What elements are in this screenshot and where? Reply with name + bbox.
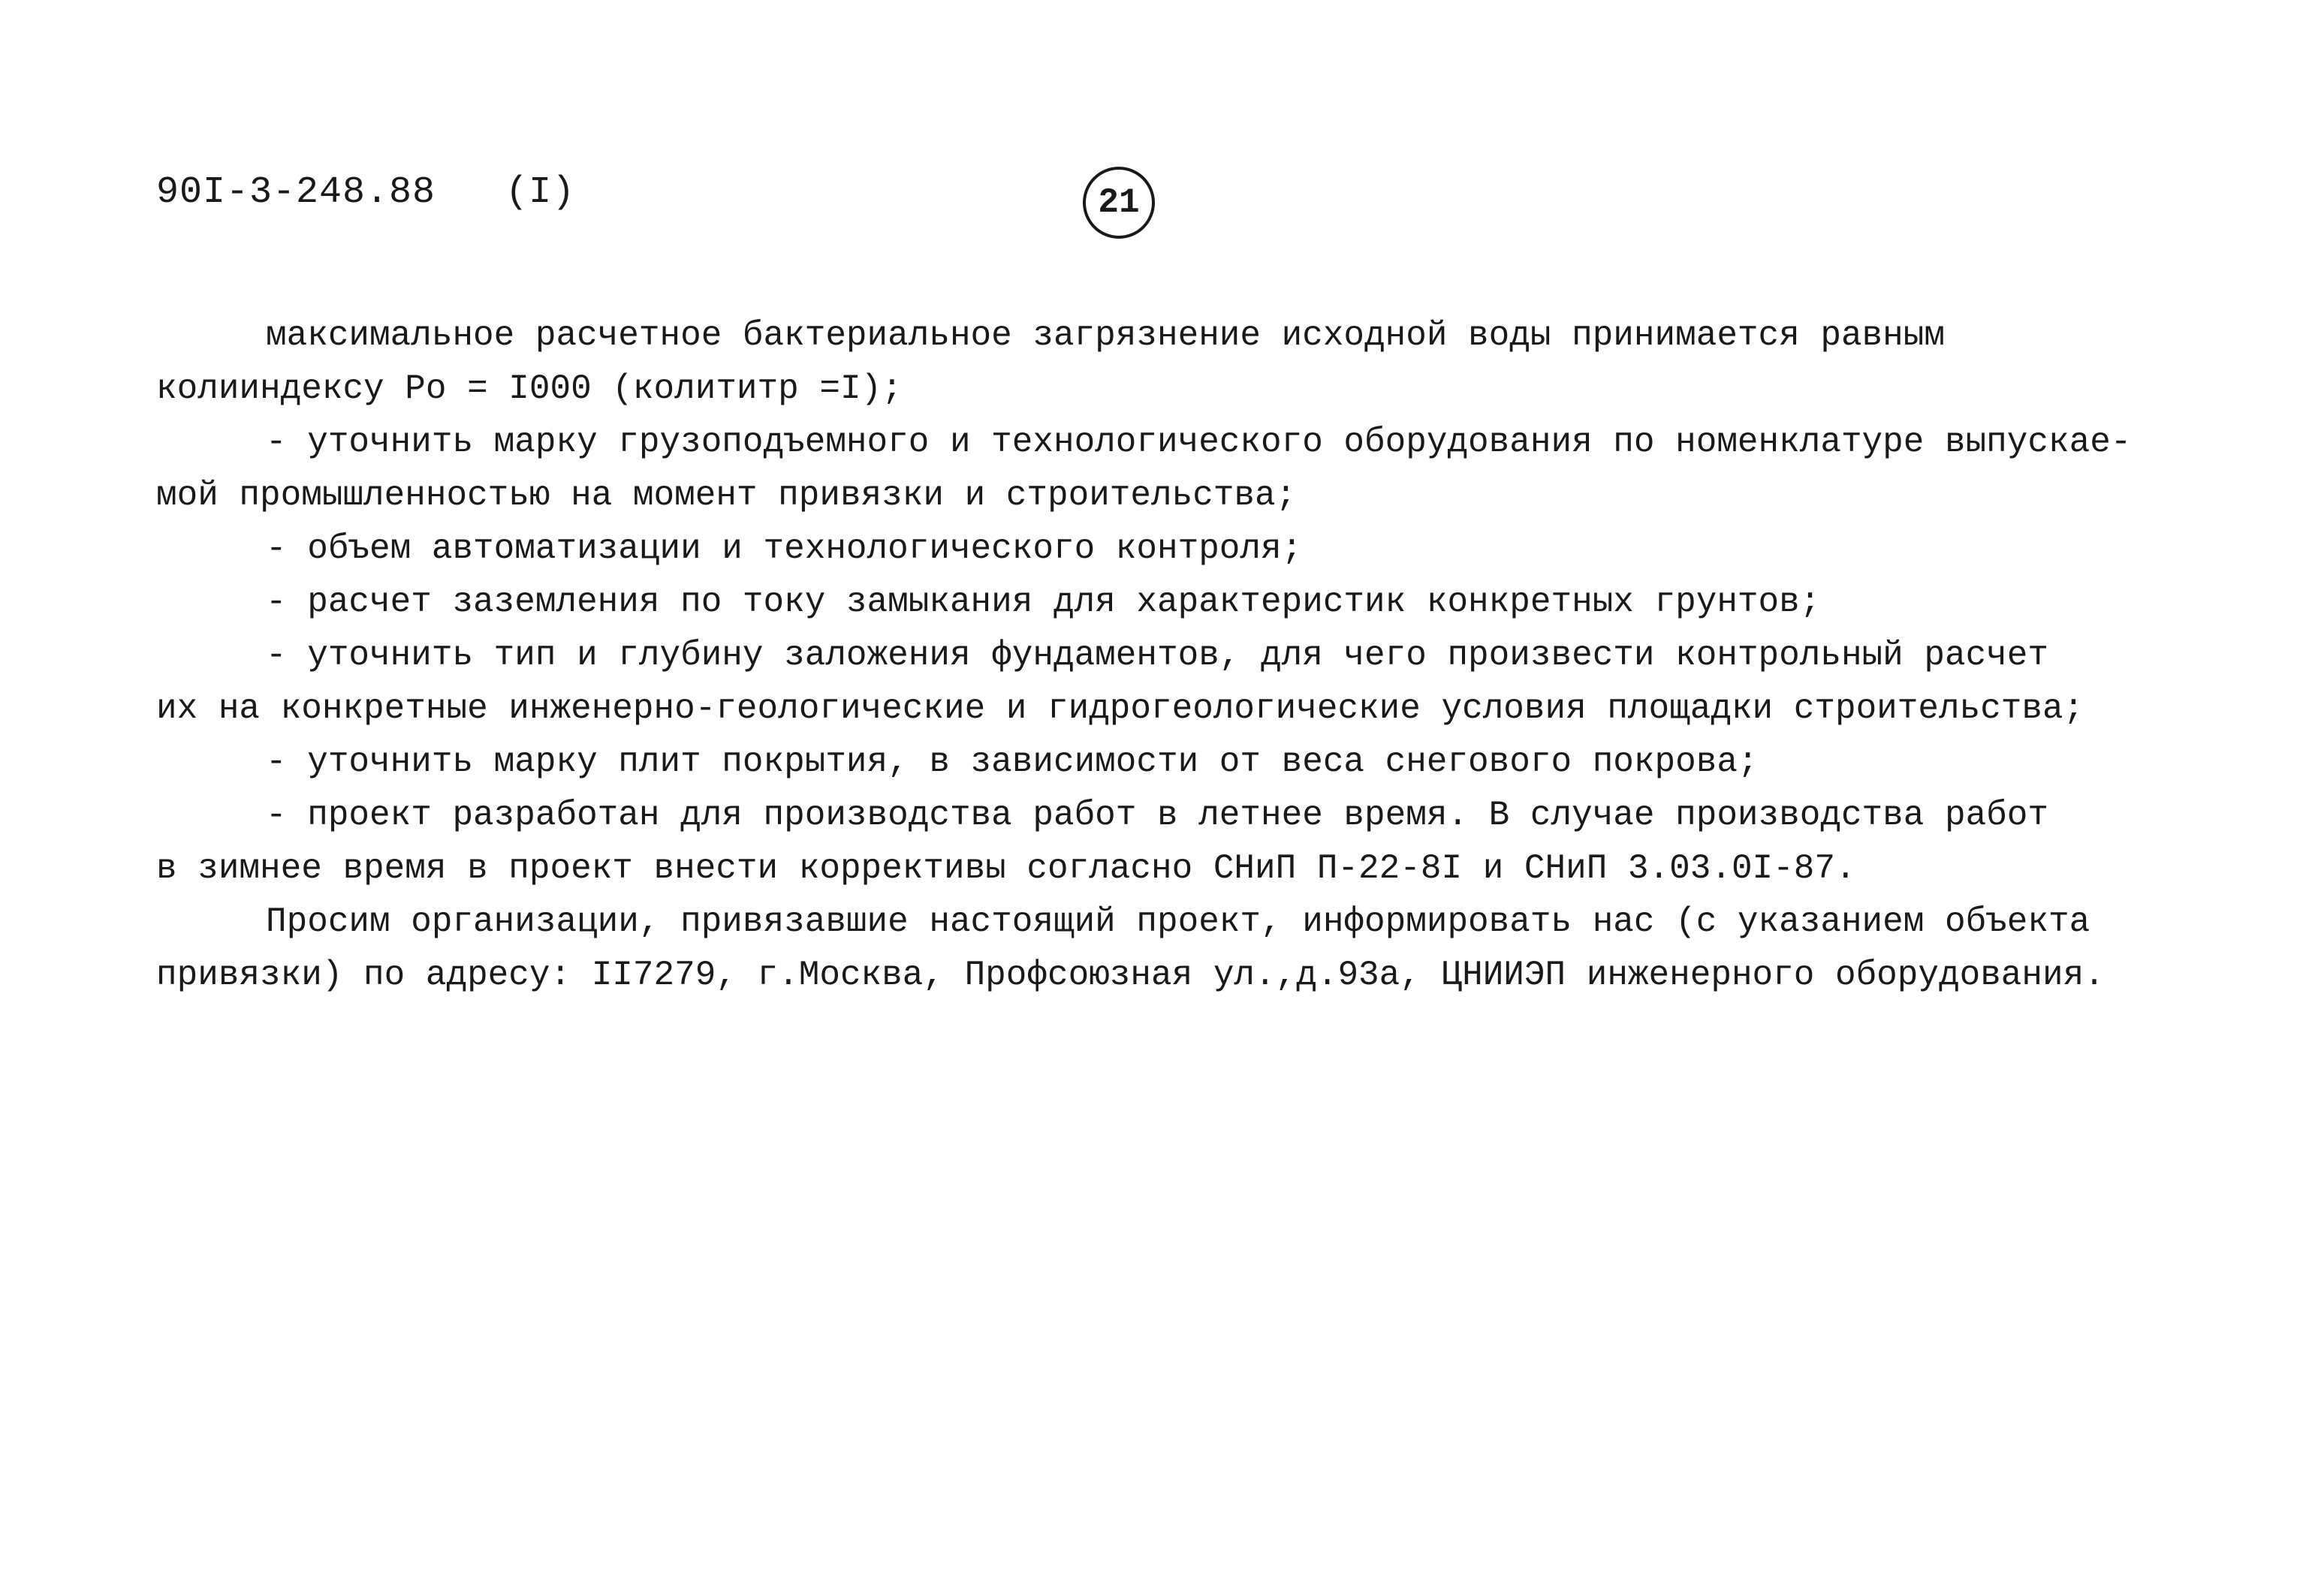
text-line-11: в зимнее время в проект внести коррективы согласно СНиП П-22-8I и СНиП 3.03.0I-87. (156, 849, 1856, 888)
text-line-1: максимальное расчетное бактериальное загрязнение исходной воды принимается равным (266, 316, 1945, 355)
text-line-12: Просим организации, привязавшие настоящий проект, информировать нас (с указанием объекта (266, 902, 2090, 941)
sheet-number: 21 (1098, 183, 1140, 222)
text-line-5: - объем автоматизации и технологического контроля; (266, 529, 1303, 568)
text-line-2: колииндексу Ро = I000 (колититр =I); (156, 369, 903, 408)
text-line-9: - уточнить марку плит покрытия, в зависимости от веса снегового покрова; (266, 742, 1759, 781)
text-line-4: мой промышленностью на момент привязки и строительства; (156, 476, 1297, 515)
text-line-6: - расчет заземления по току замыкания для характеристик конкретных грунтов; (266, 583, 1821, 622)
sheet-number-circle (1083, 167, 1155, 239)
text-line-3: - уточнить марку грузоподъемного и технологического оборудования по номенклатуре выпускае- (266, 423, 2132, 462)
text-line-8: их на конкретные инженерно-геологические и гидрогеологические условия площадки строительства; (156, 689, 2084, 728)
text-line-10: - проект разработан для производства работ в летнее время. В случае производства работ (266, 796, 2048, 835)
text-line-13: привязки) по адресу: II7279, г.Москва, Профсоюзная ул.,д.93а, ЦНИИЭП инженерного оборудования. (156, 956, 2105, 995)
document-code: 90I-3-248.88 (156, 171, 436, 214)
document-code-header (156, 171, 575, 214)
text-line-7: - уточнить тип и глубину заложения фундаментов, для чего произвести контрольный расчет (266, 636, 2048, 675)
document-body (156, 309, 2184, 1002)
document-part: (I) (505, 171, 576, 214)
